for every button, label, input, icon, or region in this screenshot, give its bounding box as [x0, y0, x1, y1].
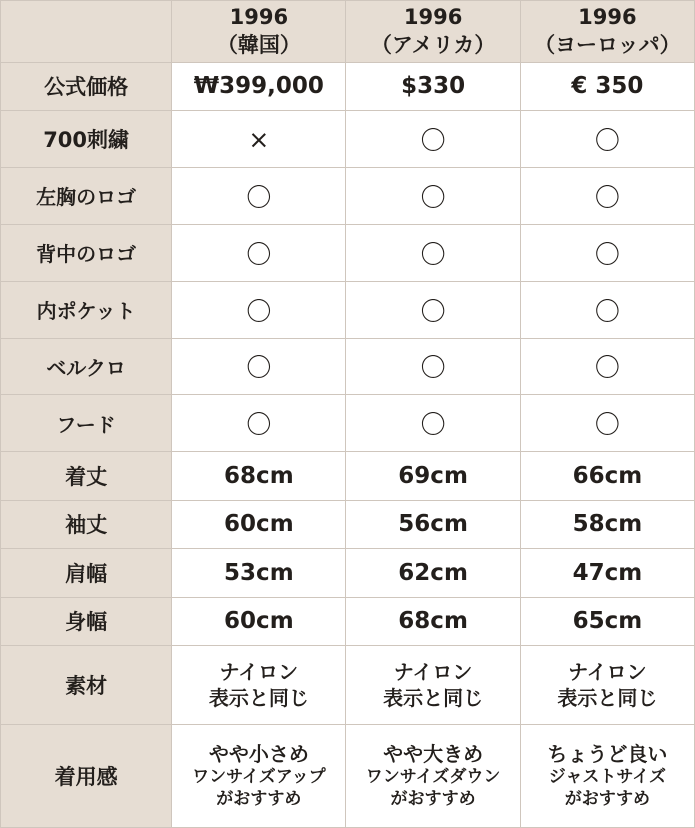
header-column-korea	[172, 1, 346, 63]
row-label-inner-pocket: 内ポケット	[1, 281, 172, 338]
material-line-1: ナイロン	[568, 660, 647, 685]
fit-line-2: ワンサイズアップ	[192, 767, 326, 788]
cell-material-europe	[520, 646, 694, 725]
cell-back-logo-usa: 〇	[346, 224, 520, 281]
table-row	[1, 281, 695, 338]
row-label-chest-width: 身幅	[1, 597, 172, 646]
cell-shoulder-width-europe: 47cm	[520, 549, 694, 598]
table-row	[1, 597, 695, 646]
table-row	[1, 646, 695, 725]
table-row	[1, 452, 695, 501]
header-corner-cell	[1, 1, 172, 63]
row-label-700-embroidery: 700刺繍	[1, 111, 172, 168]
cell-inner-pocket-usa: 〇	[346, 281, 520, 338]
material-line-2: 表示と同じ	[383, 686, 484, 711]
cell-price-korea: ₩399,000	[172, 62, 346, 111]
cell-velcro-korea: 〇	[172, 338, 346, 395]
table-row	[1, 111, 695, 168]
header-column-usa	[346, 1, 520, 63]
table-row	[1, 338, 695, 395]
row-label-body-length: 着丈	[1, 452, 172, 501]
table-header-row	[1, 1, 695, 63]
cell-material-usa	[346, 646, 520, 725]
cell-price-europe: € 350	[520, 62, 694, 111]
cell-body-length-usa: 69cm	[346, 452, 520, 501]
material-line-1: ナイロン	[393, 660, 473, 685]
table-row	[1, 224, 695, 281]
cell-chest-width-europe: 65cm	[520, 597, 694, 646]
fit-line-3: がおすすめ	[390, 788, 476, 809]
cell-velcro-europe: 〇	[520, 338, 694, 395]
table-row	[1, 500, 695, 549]
header-year: 1996	[403, 5, 463, 29]
fit-line-3: がおすすめ	[216, 788, 302, 809]
cell-700-embroidery-usa: 〇	[346, 111, 520, 168]
material-line-1: ナイロン	[219, 660, 299, 685]
row-label-velcro: ベルクロ	[1, 338, 172, 395]
header-region: （韓国）	[216, 33, 301, 58]
header-column-europe	[520, 1, 694, 63]
cell-fit-feel-europe	[520, 725, 694, 828]
cell-body-length-korea: 68cm	[172, 452, 346, 501]
fit-line-1: ちょうど良い	[547, 741, 668, 766]
material-line-2: 表示と同じ	[208, 686, 309, 711]
cell-back-logo-korea: 〇	[172, 224, 346, 281]
cell-sleeve-length-korea: 60cm	[172, 500, 346, 549]
cell-shoulder-width-korea: 53cm	[172, 549, 346, 598]
table-row	[1, 725, 695, 828]
cell-price-usa: $330	[346, 62, 520, 111]
cell-sleeve-length-europe: 58cm	[520, 500, 694, 549]
row-label-back-logo: 背中のロゴ	[1, 224, 172, 281]
cell-body-length-europe: 66cm	[520, 452, 694, 501]
table-row	[1, 549, 695, 598]
cell-fit-feel-usa	[346, 725, 520, 828]
row-label-material: 素材	[1, 646, 172, 725]
cell-hood-europe: 〇	[520, 395, 694, 452]
cell-inner-pocket-europe: 〇	[520, 281, 694, 338]
table-row	[1, 168, 695, 225]
table-row	[1, 62, 695, 111]
cell-chest-width-usa: 68cm	[346, 597, 520, 646]
cell-left-chest-logo-usa: 〇	[346, 168, 520, 225]
row-label-fit-feel: 着用感	[1, 725, 172, 828]
row-label-left-chest-logo: 左胸のロゴ	[1, 168, 172, 225]
cell-hood-usa: 〇	[346, 395, 520, 452]
cell-shoulder-width-usa: 62cm	[346, 549, 520, 598]
cell-back-logo-europe: 〇	[520, 224, 694, 281]
row-label-hood: フード	[1, 395, 172, 452]
fit-line-3: がおすすめ	[564, 788, 650, 809]
cell-material-korea	[172, 646, 346, 725]
cell-chest-width-korea: 60cm	[172, 597, 346, 646]
fit-line-1: やや大きめ	[383, 741, 484, 766]
fit-line-1: やや小さめ	[208, 741, 309, 766]
material-line-2: 表示と同じ	[557, 686, 658, 711]
header-region: （アメリカ）	[370, 33, 496, 58]
cell-left-chest-logo-korea: 〇	[172, 168, 346, 225]
fit-line-2: ジャストサイズ	[548, 767, 667, 788]
row-label-sleeve-length: 袖丈	[1, 500, 172, 549]
cell-fit-feel-korea	[172, 725, 346, 828]
cell-sleeve-length-usa: 56cm	[346, 500, 520, 549]
header-region: （ヨーロッパ）	[534, 33, 681, 58]
cell-inner-pocket-korea: 〇	[172, 281, 346, 338]
cell-700-embroidery-europe: 〇	[520, 111, 694, 168]
header-year: 1996	[578, 5, 637, 29]
header-year: 1996	[229, 5, 289, 29]
table-row	[1, 395, 695, 452]
row-label-price: 公式価格	[1, 62, 172, 111]
cell-700-embroidery-korea: ×	[172, 111, 346, 168]
cell-left-chest-logo-europe: 〇	[520, 168, 694, 225]
cell-velcro-usa: 〇	[346, 338, 520, 395]
row-label-shoulder-width: 肩幅	[1, 549, 172, 598]
cell-hood-korea: 〇	[172, 395, 346, 452]
fit-line-2: ワンサイズダウン	[365, 767, 501, 788]
